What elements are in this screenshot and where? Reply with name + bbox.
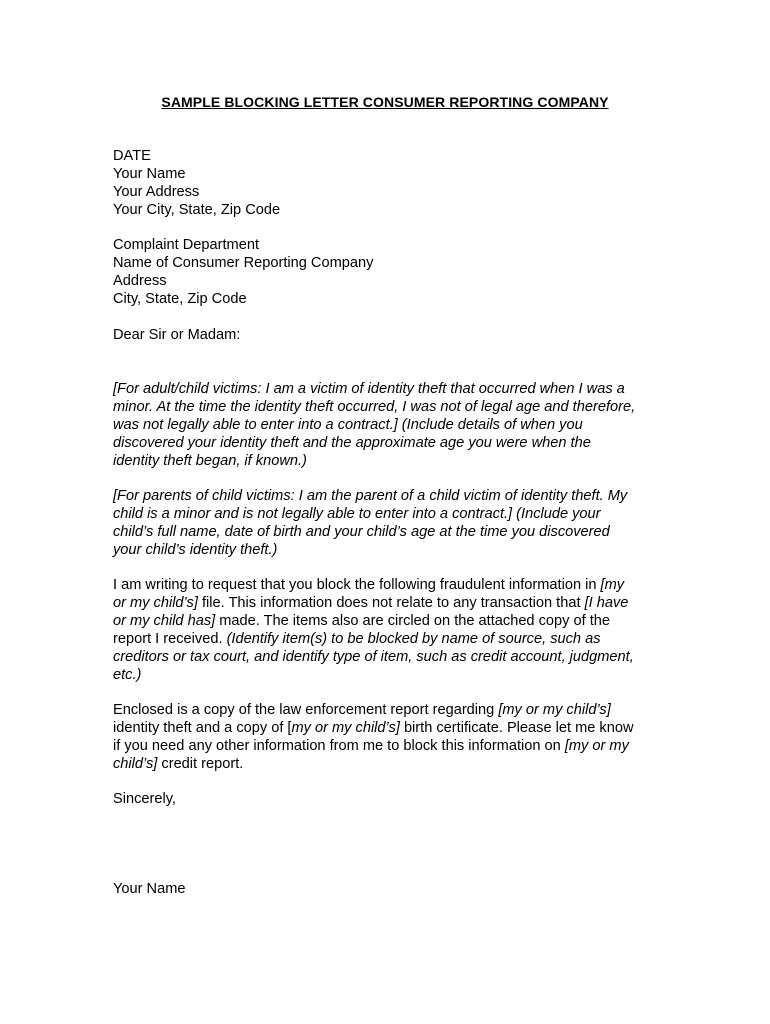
para4-l1-text: Enclosed is a copy of the law enforcement report regarding xyxy=(113,702,499,718)
document-title: SAMPLE BLOCKING LETTER CONSUMER REPORTING COMPANY xyxy=(161,94,609,110)
para3-l6-ital: etc.) xyxy=(113,667,142,683)
signature-block xyxy=(113,880,673,898)
salutation: Dear Sir or Madam: xyxy=(113,327,241,343)
para3-l3-ital: or my child has] xyxy=(113,613,216,629)
para4-l2-ital: my or my child’s] xyxy=(291,720,400,736)
recipient-department: Complaint Department xyxy=(113,237,260,253)
para1-line1: [For adult/child victims: I am a victim of identity theft that occurred when I was a xyxy=(113,381,625,397)
para4-l3-text: if you need any other information from me to block this information on xyxy=(113,738,565,754)
para4-l1-ital: [my or my child’s] xyxy=(498,702,611,718)
sender-city-state-zip: Your City, State, Zip Code xyxy=(113,202,281,218)
para3-l3-text: made. The items also are circled on the attached copy of the xyxy=(215,613,610,629)
recipient-company: Name of Consumer Reporting Company xyxy=(113,255,374,271)
paragraph-adult-child-victims xyxy=(113,380,673,470)
para2-line2: child is a minor and is not legally able to enter into a contract.] (Include your xyxy=(113,506,601,522)
sender-block xyxy=(113,147,673,219)
para4-l4-ital: child’s] xyxy=(113,756,158,772)
recipient-address: Address xyxy=(113,273,167,289)
para3-l2-text: file. This information does not relate to any transaction that xyxy=(197,595,585,611)
sender-address: Your Address xyxy=(113,184,200,200)
para4-l4-text: credit report. xyxy=(157,756,244,772)
para1-line4: discovered your identity theft and the approximate age you were when the xyxy=(113,435,591,451)
sender-name: Your Name xyxy=(113,166,186,182)
para4-l2-text: identity theft and a copy of [ xyxy=(113,720,292,736)
paragraph-block-request xyxy=(113,576,673,684)
para3-l4-ital: (Identify item(s) to be blocked by name of source, such as xyxy=(226,631,601,647)
recipient-city-state-zip: City, State, Zip Code xyxy=(113,291,247,307)
paragraph-parents-child-victims xyxy=(113,487,673,559)
paragraph-enclosures xyxy=(113,701,673,773)
para3-l2-ital: or my child’s] xyxy=(113,595,198,611)
para3-l2-ital2: [I have xyxy=(584,595,629,611)
para4-l3-ital: [my or my xyxy=(564,738,629,754)
salutation-block xyxy=(113,326,673,344)
para1-line5: identity theft began, if known.) xyxy=(113,453,307,469)
closing: Sincerely, xyxy=(113,791,176,807)
para4-l2-text2: birth certificate. Please let me know xyxy=(399,720,634,736)
sender-date: DATE xyxy=(113,148,151,164)
para1-line2: minor. At the time the identity theft occurred, I was not of legal age and therefore, xyxy=(113,399,636,415)
para3-l1-ital: [my xyxy=(600,577,625,593)
para3-l5-ital: creditors or tax court, and identify type of item, such as credit account, judgment, xyxy=(113,649,634,665)
signature-name: Your Name xyxy=(113,881,186,897)
para2-line4: your child’s identity theft.) xyxy=(113,542,278,558)
para1-line3: was not legally able to enter into a contract.] (Include details of when you xyxy=(113,417,583,433)
para3-l4-text: report I received. xyxy=(113,631,227,647)
recipient-block xyxy=(113,236,673,308)
para3-l1-text: I am writing to request that you block the following fraudulent information in xyxy=(113,577,601,593)
para2-line1: [For parents of child victims: I am the parent of a child victim of identity theft. My xyxy=(113,488,628,504)
para2-line3: child’s full name, date of birth and your child’s age at the time you discovered xyxy=(113,524,610,540)
closing-block xyxy=(113,790,673,808)
